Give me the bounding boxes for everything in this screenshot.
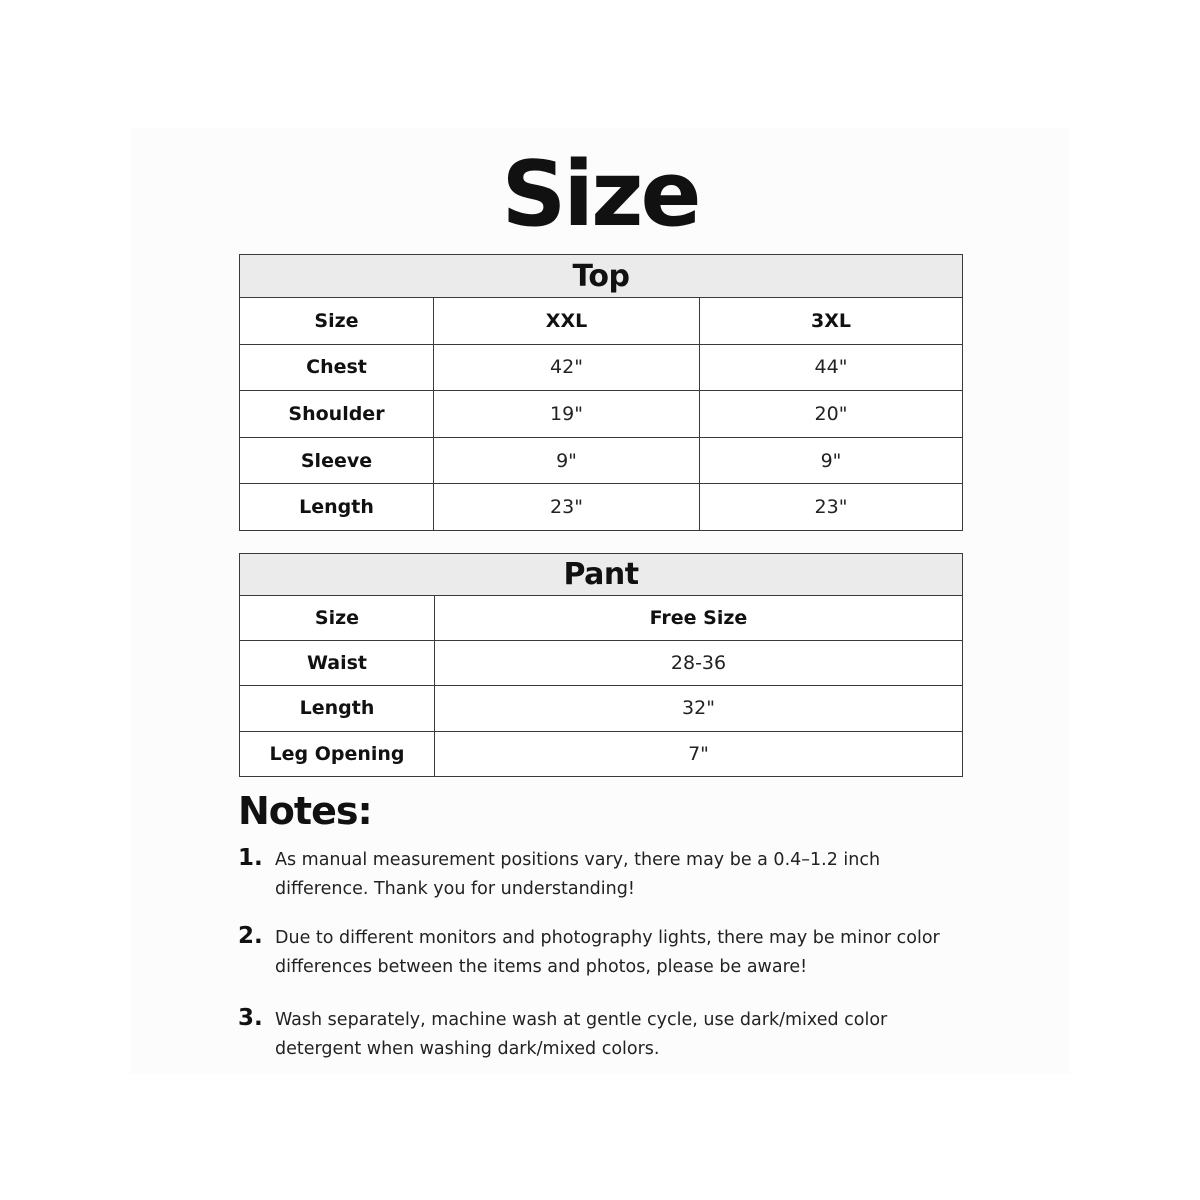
note-text: Wash separately, machine wash at gentle cycle, use dark/mixed color detergent when washing dark/mixed colors. <box>275 1010 888 1059</box>
table-cell: 9" <box>700 437 963 484</box>
table-row <box>240 437 963 484</box>
row-label: Length <box>240 484 434 531</box>
pant-size-table <box>239 553 963 777</box>
table-cell: 20" <box>700 391 963 438</box>
pant-table-heading: Pant <box>240 554 963 596</box>
note-text: As manual measurement positions vary, there may be a 0.4–1.2 inch difference. Thank you for understanding! <box>275 850 881 899</box>
row-label: Waist <box>240 641 435 686</box>
table-cell: 32" <box>435 686 963 731</box>
table-header-row <box>240 596 963 641</box>
row-label: Chest <box>240 344 434 391</box>
column-header: 3XL <box>700 298 963 345</box>
note-text: Due to different monitors and photography lights, there may be minor color differences between the items and photos, please be aware! <box>275 928 940 977</box>
table-header-row <box>240 298 963 345</box>
table-row <box>240 731 963 776</box>
row-label: Sleeve <box>240 437 434 484</box>
column-header: Size <box>240 596 435 641</box>
row-label: Leg Opening <box>240 731 435 776</box>
note-number: 1. <box>238 845 263 871</box>
page-title: Size <box>501 142 699 247</box>
table-row <box>240 641 963 686</box>
table-row <box>240 391 963 438</box>
table-cell: 23" <box>700 484 963 531</box>
table-cell: 28-36 <box>435 641 963 686</box>
row-label: Length <box>240 686 435 731</box>
table-row <box>240 686 963 731</box>
table-cell: 42" <box>434 344 700 391</box>
top-size-table <box>239 254 963 531</box>
note-number: 2. <box>238 923 263 949</box>
table-cell: 19" <box>434 391 700 438</box>
table-cell: 7" <box>435 731 963 776</box>
column-header: Free Size <box>435 596 963 641</box>
table-cell: 23" <box>434 484 700 531</box>
column-header: Size <box>240 298 434 345</box>
table-row <box>240 484 963 531</box>
top-table-heading: Top <box>240 255 963 298</box>
table-cell: 9" <box>434 437 700 484</box>
row-label: Shoulder <box>240 391 434 438</box>
column-header: XXL <box>434 298 700 345</box>
table-row <box>240 344 963 391</box>
table-cell: 44" <box>700 344 963 391</box>
note-number: 3. <box>238 1005 263 1031</box>
notes-heading: Notes: <box>238 789 372 833</box>
